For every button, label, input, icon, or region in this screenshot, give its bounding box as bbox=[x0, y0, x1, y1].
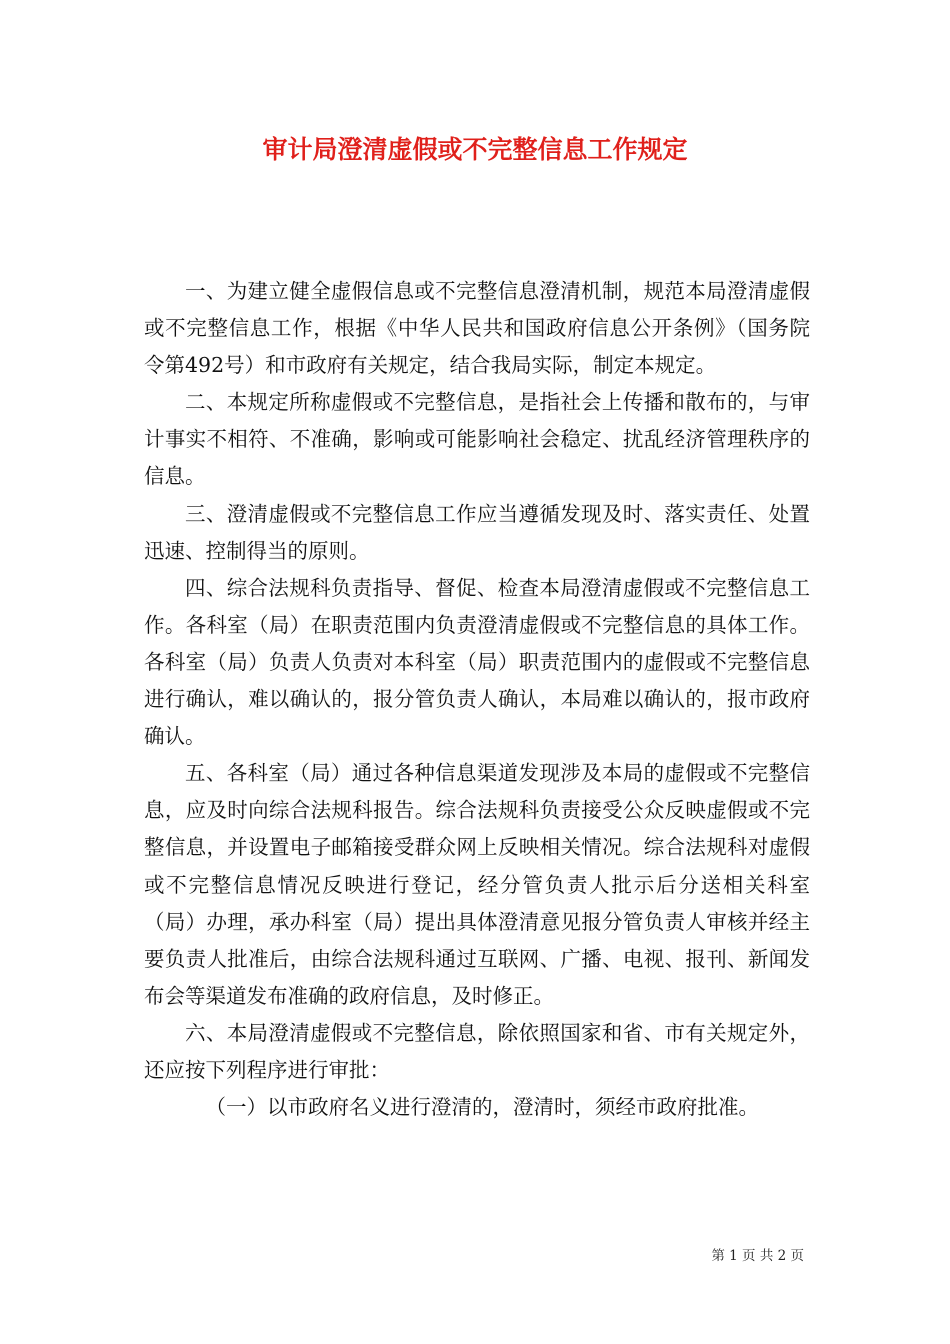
paragraph-1: 一、为建立健全虚假信息或不完整信息澄清机制，规范本局澄清虚假或不完整信息工作，根据《中华人民共和国政府信息公开条例》（国务院令第492号）和市政府有关规定，结合我局实际，制定本规定。 bbox=[144, 279, 810, 378]
document-title: 审计局澄清虚假或不完整信息工作规定 bbox=[262, 135, 688, 164]
sub-item-1: （一）以市政府名义进行澄清的，澄清时，须经市政府批准。 bbox=[205, 1095, 759, 1120]
paragraph-4: 四、综合法规科负责指导、督促、检查本局澄清虚假或不完整信息工作。各科室（局）在职责范围内负责澄清虚假或不完整信息的具体工作。各科室（局）负责人负责对本科室（局）职责范围内的虚假或不完整信息进行确认，难以确认的，报分管负责人确认，本局难以确认的，报市政府确认。 bbox=[144, 575, 810, 749]
paragraph-3: 三、澄清虚假或不完整信息工作应当遵循发现及时、落实责任、处置迅速、控制得当的原则。 bbox=[144, 501, 810, 563]
paragraph-6: 六、本局澄清虚假或不完整信息，除依照国家和省、市有关规定外，还应按下列程序进行审批： bbox=[144, 1020, 810, 1082]
document-body bbox=[144, 273, 810, 1126]
page-number: 第 1 页 共 2 页 bbox=[711, 1248, 804, 1264]
paragraph-5: 五、各科室（局）通过各种信息渠道发现涉及本局的虚假或不完整信息，应及时向综合法规科报告。综合法规科负责接受公众反映虚假或不完整信息，并设置电子邮箱接受群众网上反映相关情况。综合法规科对虚假或不完整信息情况反映进行登记，经分管负责人批示后分送相关科室（局）办理，承办科室（局）提出具体澄清意见报分管负责人审核并经主要负责人批准后，由综合法规科通过互联网、广播、电视、报刊、新闻发布会等渠道发布准确的政府信息，及时修正。 bbox=[144, 761, 810, 1008]
paragraph-2: 二、本规定所称虚假或不完整信息，是指社会上传播和散布的，与审计事实不相符、不准确，影响或可能影响社会稳定、扰乱经济管理秩序的信息。 bbox=[144, 390, 810, 489]
